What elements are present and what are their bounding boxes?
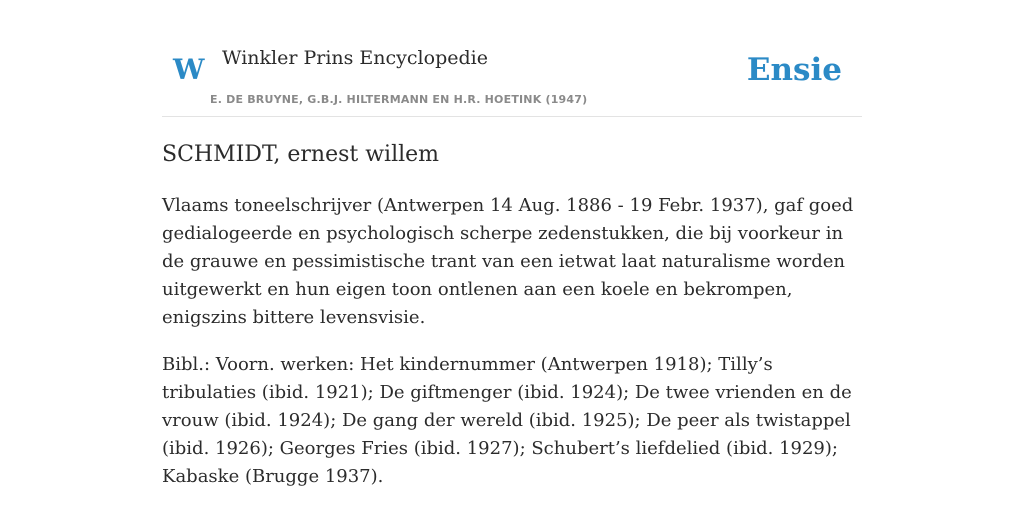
winkler-prins-logo[interactable]: W	[173, 53, 205, 86]
publication-title[interactable]: Winkler Prins Encyclopedie	[222, 47, 488, 69]
entry-title: SCHMIDT, ernest willem	[162, 142, 440, 167]
ensie-brand-link[interactable]: Ensie	[746, 52, 842, 88]
entry-body	[162, 192, 866, 510]
entry-description: Vlaams toneelschrijver (Antwerpen 14 Aug. 1886 - 19 Febr. 1937), gaf goed gedialogeerde en psychologisch scherpe zedenstukken, die bij voorkeur in de grauwe en pessimistische trant van een ietwat laat naturalisme worden uitgewerkt en hun eigen toon ontlenen aan een koele en bekrompen, enigszins bittere levensvisie.	[162, 195, 854, 328]
entry-bibliography: Bibl.: Voorn. werken: Het kindernummer (Antwerpen 1918); Tilly’s tribulaties (ibid. 1921); De giftmenger (ibid. 1924); De twee vrienden en de vrouw (ibid. 1924); De gang der wereld (ibid. 1925); De peer als twistappel (ibid. 1926); Georges Fries (ibid. 1927); Schubert’s liefdelied (ibid. 1929); Kabaske (Brugge 1937).	[162, 354, 852, 487]
page-header	[162, 36, 862, 117]
publication-authors: E. DE BRUYNE, G.B.J. HILTERMANN EN H.R. HOETINK (1947)	[210, 93, 588, 106]
